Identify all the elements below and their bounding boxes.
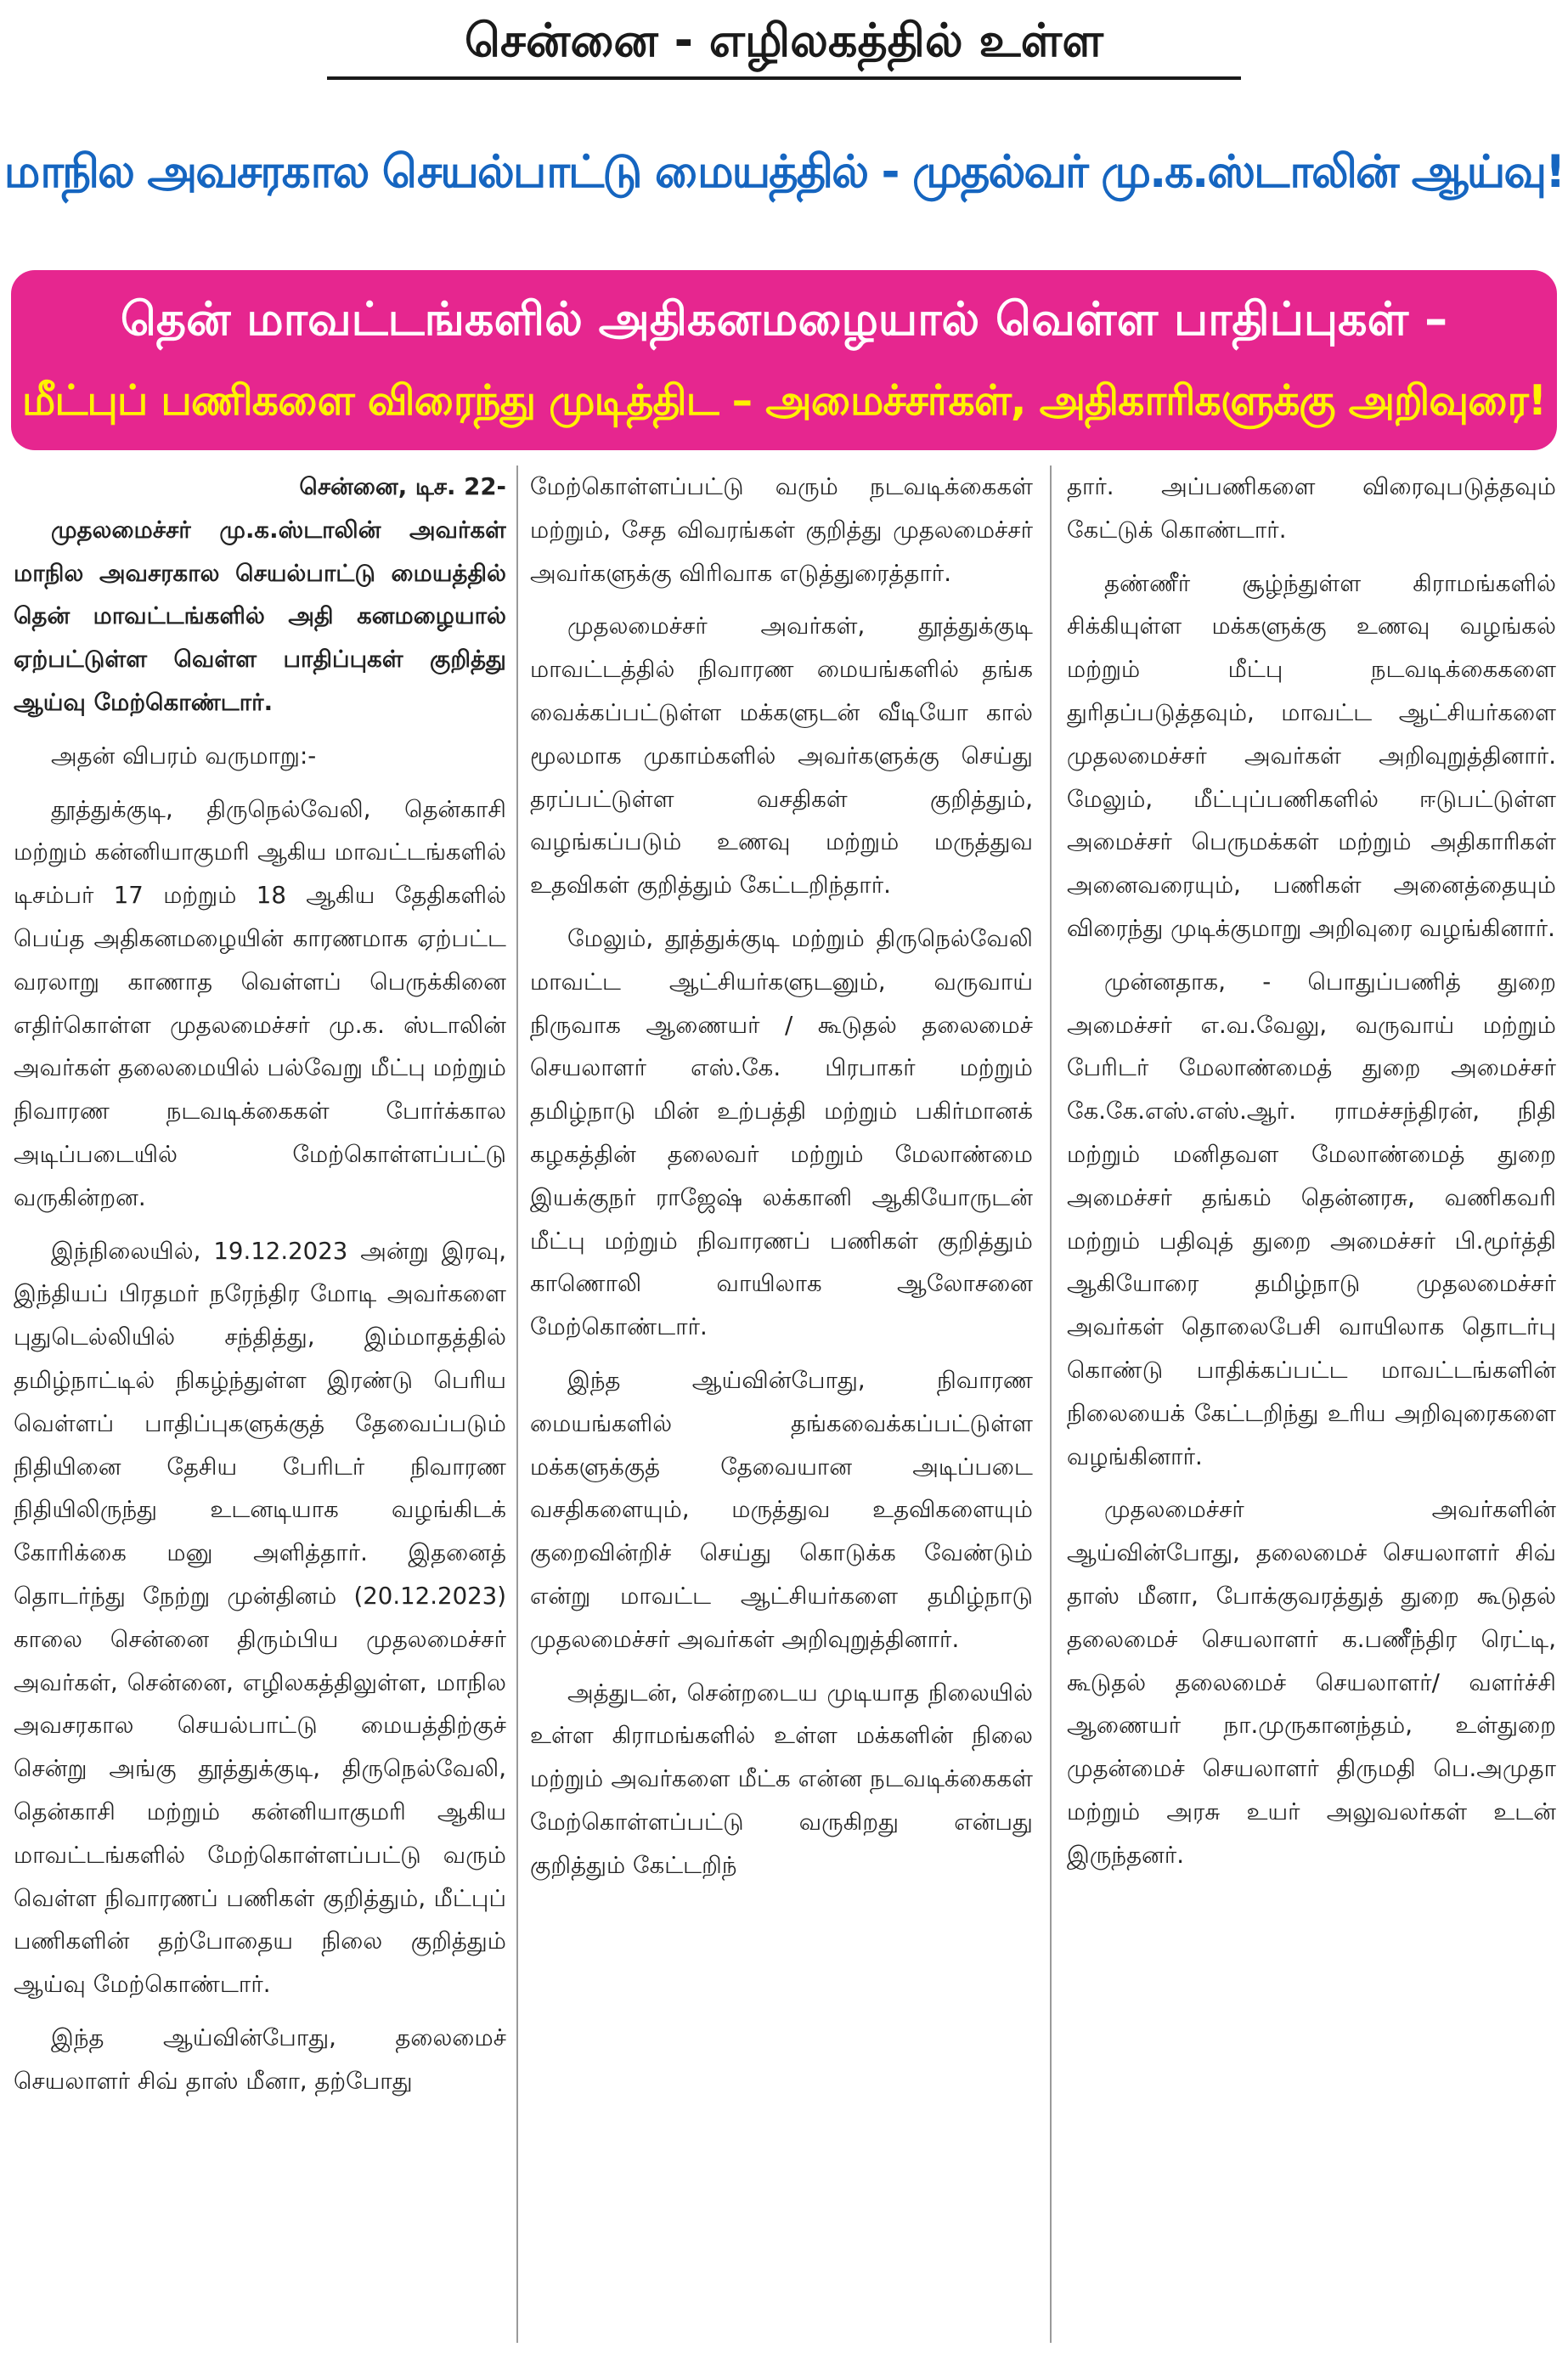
paragraph: இந்த ஆய்வின்போது, தலைமைச் செயலாளர் சிவ் தாஸ் மீனா, தற்போது (14, 2023, 506, 2095)
paragraph: முதலமைச்சர் அவர்களின் ஆய்வின்போது, தலைமைச் செயலாளர் சிவ் தாஸ் மீனா, போக்குவரத்துத் துறை கூடுதல் தலைமைச் செயலாளர் க.பணீந்திர ரெட்டி, கூடுதல் தலைமைச் செயலாளர்/ வளர்ச்சி ஆணையர் நா.முருகானந்தம், உள்துறை முதன்மைச் செயலாளர் திருமதி பெ.அமுதா மற்றும் அரசு உயர் அலுவலர்கள் உடன் இருந்தனர். (1067, 1495, 1556, 1869)
paragraph: தார். அப்பணிகளை விரைவுபடுத்தவும் கேட்டுக் கொண்டார். (1067, 472, 1556, 544)
column-divider (1050, 466, 1052, 2343)
dateline: சென்னை, டிச. 22- (299, 472, 506, 500)
paragraph: இந்த ஆய்வின்போது, நிவாரண மையங்களில் தங்கவைக்கப்பட்டுள்ள மக்களுக்குத் தேவையான அடிப்படை வசதிகளையும், மருத்துவ உதவிகளையும் குறைவின்றிச் செய்து கொடுக்க வேண்டும் என்று மாவட்ட ஆட்சியர்களை தமிழ்நாடு முதலமைச்சர் அவர்கள் அறிவுறுத்தினார். (530, 1365, 1033, 1653)
main-headline: மாநில அவசரகால செயல்பாட்டு மையத்தில் - முதல்வர் மு.க.ஸ்டாலின் ஆய்வு! (3, 146, 1565, 198)
banner-line-1: தென் மாவட்டங்களில் அதிகனமழையால் வெள்ள பாதிப்புகள் – (120, 292, 1448, 346)
paragraph: அத்துடன், சென்றடைய முடியாத நிலையில் உள்ள கிராமங்களில் உள்ள மக்களின் நிலை மற்றும் அவர்களை மீட்க என்ன நடவடிக்கைகள் மேற்கொள்ளப்பட்டு வருகிறது என்பது குறித்தும் கேட்டறிந் (530, 1678, 1033, 1879)
paragraph: மேற்கொள்ளப்பட்டு வரும் நடவடிக்கைகள் மற்றும், சேத விவரங்கள் குறித்து முதலமைச்சர் அவர்களுக்கு விரிவாக எடுத்துரைத்தார். (530, 472, 1033, 587)
paragraph: முதலமைச்சர் அவர்கள், தூத்துக்குடி மாவட்டத்தில் நிவாரண மையங்களில் தங்க வைக்கப்பட்டுள்ள மக்களுடன் வீடியோ கால் மூலமாக முகாம்களில் அவர்களுக்கு செய்து தரப்பட்டுள்ள வசதிகள் குறித்தும், வழங்கப்படும் உணவு மற்றும் மருத்துவ உதவிகள் குறித்தும் கேட்டறிந்தார். (530, 612, 1033, 900)
article-column-3 (1067, 466, 1556, 2343)
kicker-heading: சென்னை - எழிலகத்தில் உள்ள (465, 14, 1103, 67)
column-divider (516, 466, 518, 2343)
paragraph: அதன் விபரம் வருமாறு:- (51, 741, 317, 770)
subheadline-banner (11, 270, 1557, 450)
banner-line-2: மீட்புப் பணிகளை விரைந்து முடித்திட – அமைச்சர்கள், அதிகாரிகளுக்கு அறிவுரை! (21, 376, 1547, 425)
article-column-1 (14, 466, 506, 2343)
paragraph: தூத்துக்குடி, திருநெல்வேலி, தென்காசி மற்றும் கன்னியாகுமரி ஆகிய மாவட்டங்களில் டிசம்பர் 17 மற்றும் 18 ஆகிய தேதிகளில் பெய்த அதிகனமழையின் காரணமாக ஏற்பட்ட வரலாறு காணாத வெள்ளப் பெருக்கினை எதிர்கொள்ள முதலமைச்சர் மு.க. ஸ்டாலின் அவர்கள் தலைமையில் பல்வேறு மீட்பு மற்றும் நிவாரண நடவடிக்கைகள் போர்க்கால அடிப்படையில் மேற்கொள்ளப்பட்டு வருகின்றன. (14, 794, 506, 1211)
paragraph: இந்நிலையில், 19.12.2023 அன்று இரவு, இந்தியப் பிரதமர் நரேந்திர மோடி அவர்களை புதுடெல்லியில் சந்தித்து, இம்மாதத்தில் தமிழ்நாட்டில் நிகழ்ந்துள்ள இரண்டு பெரிய வெள்ளப் பாதிப்புகளுக்குத் தேவைப்படும் நிதியினை தேசிய பேரிடர் நிவாரண நிதியிலிருந்து உடனடியாக வழங்கிடக் கோரிக்கை மனு அளித்தார். இதனைத் தொடர்ந்து நேற்று முன்தினம் (20.12.2023) காலை சென்னை திரும்பிய முதலமைச்சர் அவர்கள், சென்னை, எழிலகத்திலுள்ள, மாநில அவசரகால செயல்பாட்டு மையத்திற்குச் சென்று அங்கு தூத்துக்குடி, திருநெல்வேலி, தென்காசி மற்றும் கன்னியாகுமரி ஆகிய மாவட்டங்களில் மேற்கொள்ளப்பட்டு வரும் வெள்ள நிவாரணப் பணிகள் குறித்தும், மீட்புப் பணிகளின் தற்போதைய நிலை குறித்தும் ஆய்வு மேற்கொண்டார். (14, 1236, 506, 1999)
lead-paragraph: முதலமைச்சர் மு.க.ஸ்டாலின் அவர்கள் மாநில அவசரகால செயல்பாட்டு மையத்தில் தென் மாவட்டங்களில் அதி கனமழையால் ஏற்பட்டுள்ள வெள்ள பாதிப்புகள் குறித்து ஆய்வு மேற்கொண்டார். (14, 515, 506, 716)
paragraph: மேலும், தூத்துக்குடி மற்றும் திருநெல்வேலி மாவட்ட ஆட்சியர்களுடனும், வருவாய் நிருவாக ஆணையர் / கூடுதல் தலைமைச் செயலாளர் எஸ்.கே. பிரபாகர் மற்றும் தமிழ்நாடு மின் உற்பத்தி மற்றும் பகிர்மானக் கழகத்தின் தலைவர் மற்றும் மேலாண்மை இயக்குநர் ராஜேஷ் லக்கானி ஆகியோருடன் மீட்பு மற்றும் நிவாரணப் பணிகள் குறித்தும் காணொலி வாயிலாக ஆலோசனை மேற்கொண்டார். (530, 923, 1033, 1341)
paragraph: தண்ணீர் சூழ்ந்துள்ள கிராமங்களில் சிக்கியுள்ள மக்களுக்கு உணவு வழங்கல் மற்றும் மீட்பு நடவடிக்கைகளை துரிதப்படுத்தவும், மாவட்ட ஆட்சியர்களை முதலமைச்சர் அவர்கள் அறிவுறுத்தினார். மேலும், மீட்புப்பணிகளில் ஈடுபட்டுள்ள அமைச்சர் பெருமக்கள் மற்றும் அதிகாரிகள் அனைவரையும், பணிகள் அனைத்தையும் விரைந்து முடிக்குமாறு அறிவுரை வழங்கினார். (1067, 568, 1556, 942)
paragraph: முன்னதாக, - பொதுப்பணித் துறை அமைச்சர் எ.வ.வேலு, வருவாய் மற்றும் பேரிடர் மேலாண்மைத் துறை அமைச்சர் கே.கே.எஸ்.எஸ்.ஆர். ராமச்சந்திரன், நிதி மற்றும் மனிதவள மேலாண்மைத் துறை அமைச்சர் தங்கம் தென்னரசு, வணிகவரி மற்றும் பதிவுத் துறை அமைச்சர் பி.மூர்த்தி ஆகியோரை தமிழ்நாடு முதலமைச்சர் அவர்கள் தொலைபேசி வாயிலாக தொடர்பு கொண்டு பாதிக்கப்பட்ட மாவட்டங்களின் நிலையைக் கேட்டறிந்து உரிய அறிவுரைகளை வழங்கினார். (1067, 967, 1556, 1470)
kicker-underline (327, 76, 1241, 80)
article-column-2 (530, 466, 1033, 2343)
